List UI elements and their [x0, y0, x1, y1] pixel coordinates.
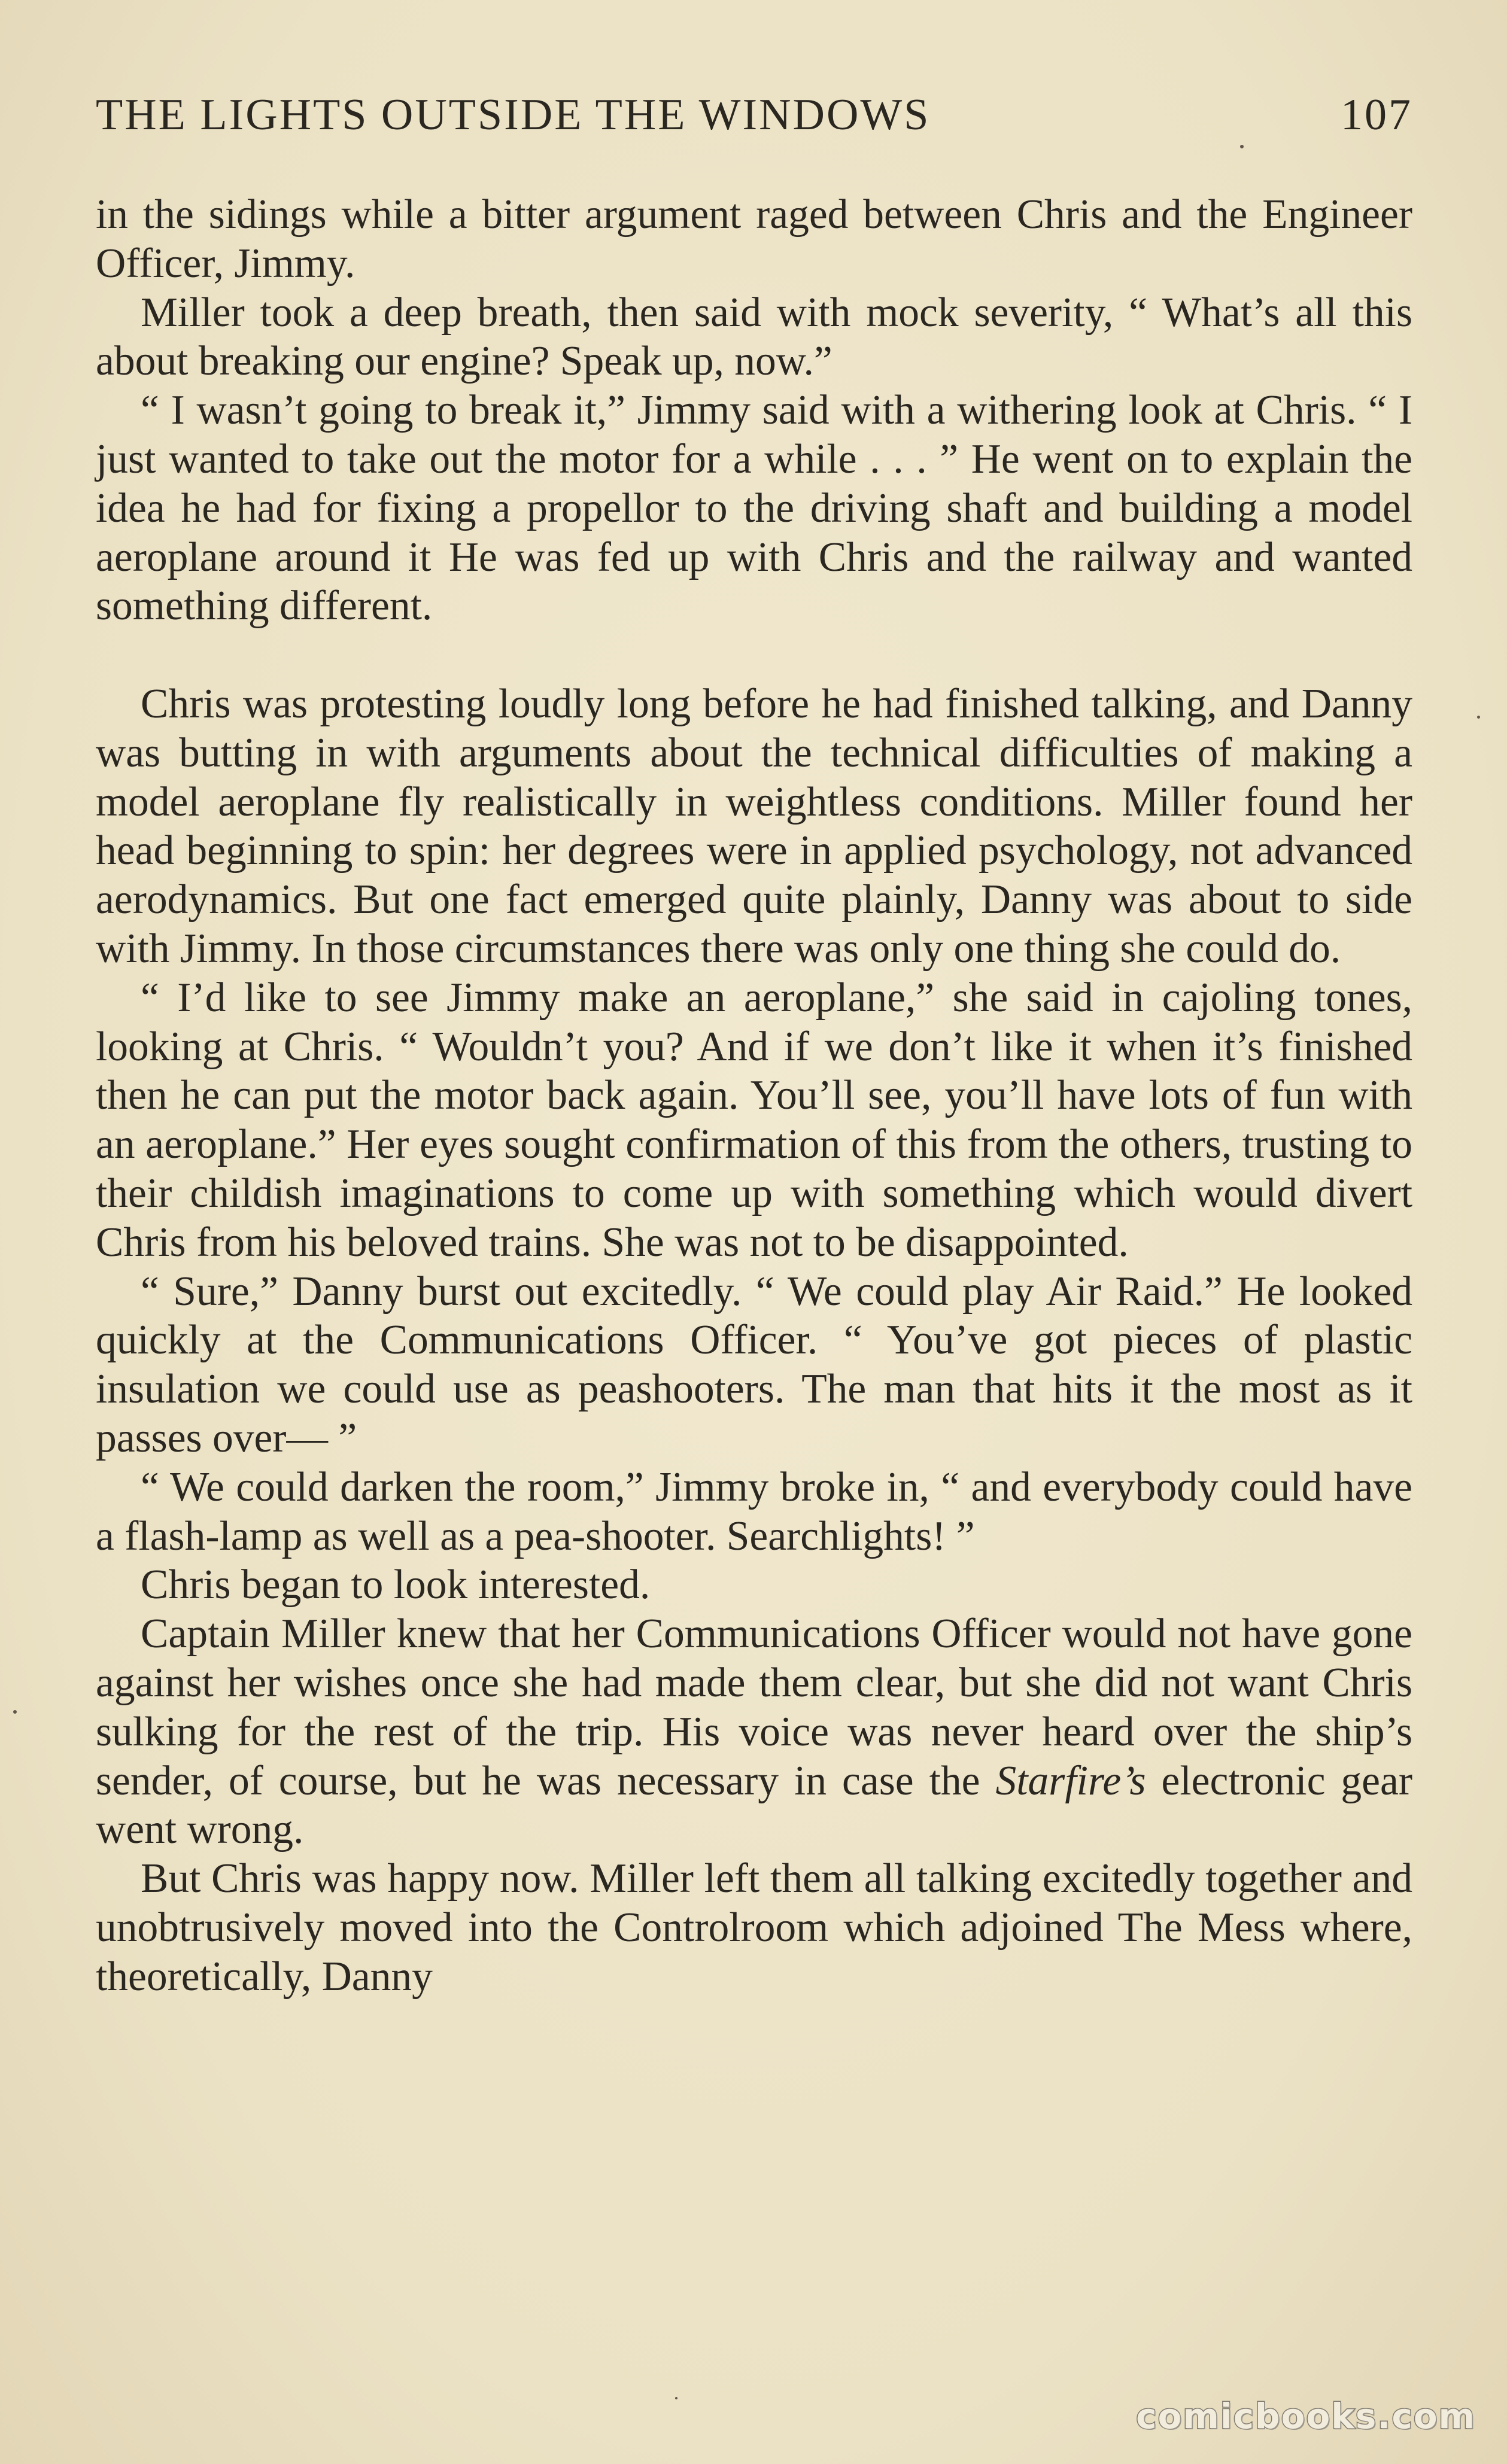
paragraph-1: in the sidings while a bitter argument raged between Chris and the Engineer Officer, Jimmy.	[96, 191, 1412, 287]
paragraph-10: But Chris was happy now. Miller left them all talking excitedly together and unobtrusively moved into the Controlroom which adjoined The Mess where, theoretically, Danny	[96, 1855, 1412, 2000]
paper-speck	[13, 1710, 17, 1714]
paragraph-2: Miller took a deep breath, then said with mock severity, “ What’s all this about breaking our engine? Speak up, now.”	[96, 289, 1412, 385]
paragraph-9	[96, 1610, 1412, 1854]
page-number: 107	[1341, 90, 1412, 139]
paper-speck	[1240, 145, 1244, 148]
paragraph-6: “ Sure,” Danny burst out excitedly. “ We could play Air Raid.” He looked quickly at the Communications Officer. “ You’ve got pieces of plastic insulation we could use as peashooters. The man that hits it the most as it passes over— ”	[96, 1268, 1412, 1461]
paragraph-3: “ I wasn’t going to break it,” Jimmy said with a withering look at Chris. “ I just wanted to take out the motor for a while . . . ” He went on to explain the idea he had for fixing a propellor to the driving shaft and building a model aeroplane around it He was fed up with Chris and the railway and wanted something different.	[96, 387, 1412, 629]
page-header	[96, 90, 1412, 156]
paragraph-4: Chris was protesting loudly long before he had finished talking, and Danny was butting in with arguments about the technical difficulties of making a model aeroplane fly realistically in weightless conditions. Miller found her head beginning to spin: her degrees were in applied psychology, not advanced aerodynamics. But one fact emerged quite plainly, Danny was about to side with Jimmy. In those circumstances there was only one thing she could do.	[96, 680, 1412, 972]
paragraph-5: “ I’d like to see Jimmy make an aeroplane,” she said in cajoling tones, looking at Chris. “ Wouldn’t you? And if we don’t like it when it’s finished then he can put the motor back again. You’ll see, you’ll have lots of fun with an aeroplane.” Her eyes sought confirmation of this from the others, trusting to their childish imaginations to come up with something which would divert Chris from his beloved trains. She was not to be disappointed.	[96, 974, 1412, 1266]
paragraph-8: Chris began to look interested.	[141, 1562, 651, 1608]
watermark: comicbooks.com	[1136, 2396, 1476, 2436]
paragraph-9-part-1: Captain Miller knew that her Communications Officer would not have gone against her wishes once she had made them clear, but she did not want Chris sulking for the rest of the trip. His voice was never heard over the ship’s sender, of course, but he was necessary in case the	[96, 1611, 1412, 1804]
running-head: THE LIGHTS OUTSIDE THE WINDOWS	[96, 90, 931, 139]
paragraph-7: “ We could darken the room,” Jimmy broke in, “ and everybody could have a flash-lamp as well as a pea-shooter. Searchlights! ”	[96, 1464, 1412, 1559]
paper-speck	[675, 2397, 677, 2399]
body-text	[96, 190, 1412, 2001]
ship-name: Starfire’s	[995, 1757, 1146, 1804]
paper-speck	[1477, 716, 1480, 719]
paragraph-9-part-2: electronic gear went wrong.	[96, 1757, 1412, 1853]
